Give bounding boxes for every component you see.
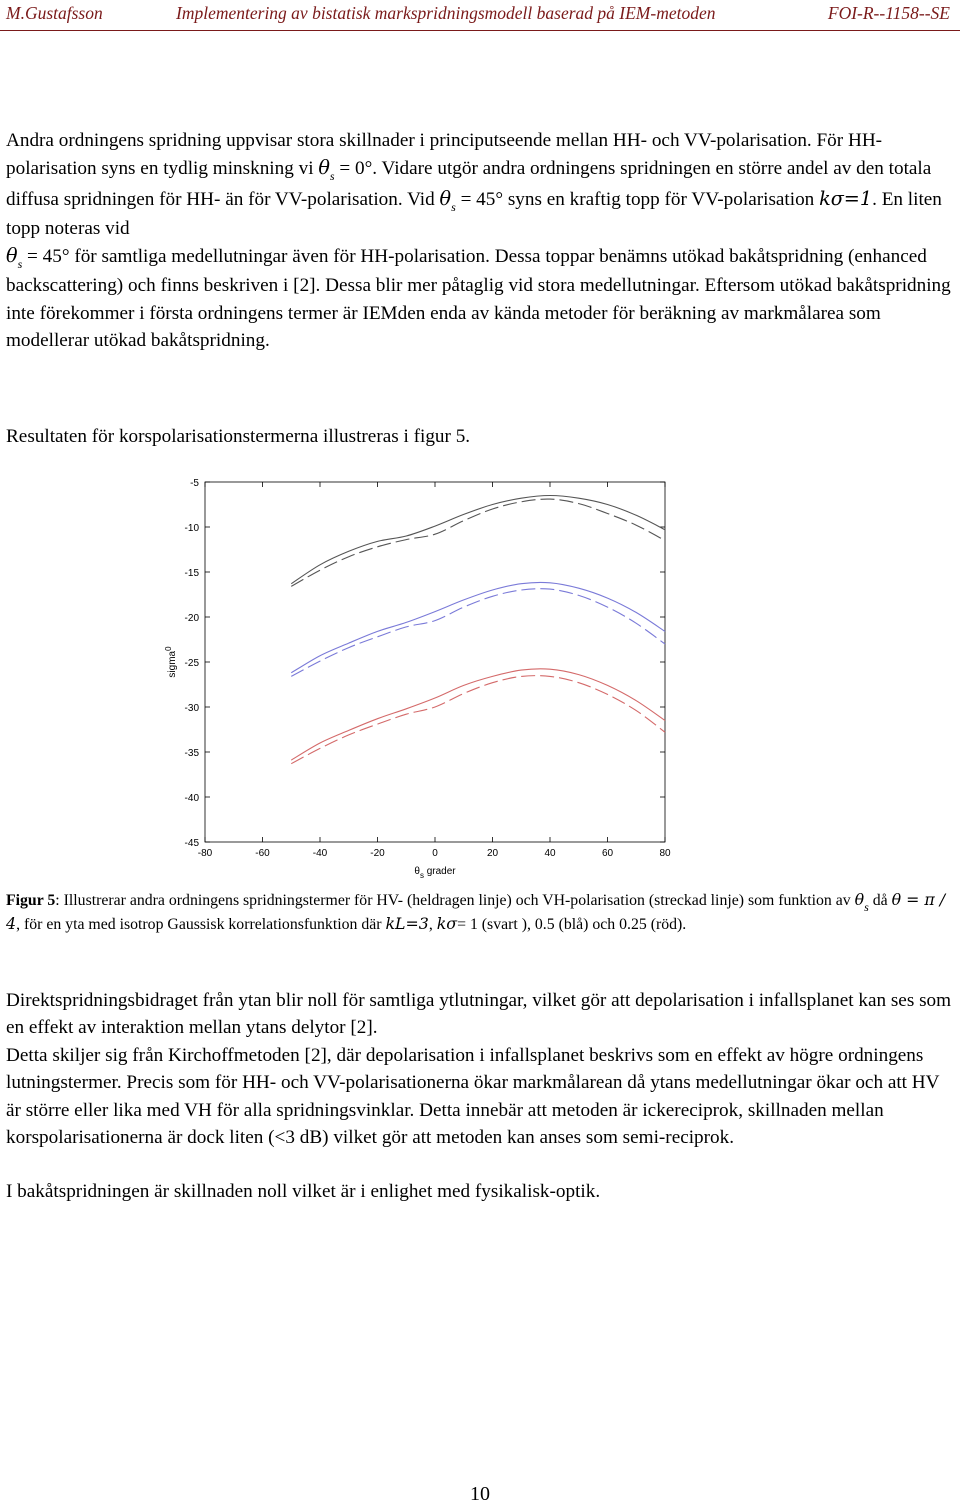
series-line	[291, 496, 665, 584]
caption-label: Figur 5	[6, 892, 56, 909]
x-axis-label: $\theta_s$ grader	[414, 866, 456, 880]
x-tick-label: 80	[659, 848, 671, 859]
caption-theta-symbol: θ	[854, 890, 865, 909]
y-tick-label: -30	[184, 703, 199, 714]
series-line	[291, 499, 665, 586]
series-line	[291, 676, 665, 764]
theta-subscript: s	[329, 169, 335, 184]
paragraph-1	[6, 127, 954, 354]
caption-theta-subscript: s	[864, 900, 869, 914]
x-tick-label: 20	[486, 848, 499, 859]
theta-symbol: θ	[439, 186, 452, 210]
theta-symbol: θ	[318, 156, 330, 180]
series-line	[291, 582, 665, 672]
paragraph-2: Resultaten för korspolarisationstermerna illustreras i figur 5.	[6, 426, 471, 447]
p1-text-d: . En liten topp noteras vid	[6, 188, 942, 239]
caption-text-d: ,	[428, 915, 437, 933]
caption-text-e: = 1 (svart ), 0.5 (blå) och 0.25 (röd).	[457, 915, 687, 933]
page-number: 10	[470, 1483, 490, 1505]
x-tick-label: -80	[197, 848, 213, 859]
y-tick-label: -20	[184, 613, 199, 624]
series-line	[291, 669, 665, 760]
y-tick-label: -35	[184, 748, 199, 759]
header-author: M.Gustafsson	[6, 3, 103, 23]
x-tick-label: 40	[544, 848, 556, 859]
y-tick-label: -10	[184, 523, 199, 534]
header-rule	[0, 30, 960, 31]
header-report-number: FOI-R--1158--SE	[827, 3, 950, 23]
y-tick-label: -25	[184, 658, 199, 669]
caption-text-a: : Illustrerar andra ordningens spridningstermer för HV- (heldragen linje) och VH-polarisation (streckad linje) som funktion av	[55, 892, 855, 909]
x-tick-label: -20	[370, 848, 385, 859]
p1-text-a: Andra ordningens spridning uppvisar stora skillnader i principutseende mellan HH- och VV-polarisation. För HH-polarisation syns en tydlig minskning vi	[6, 130, 883, 180]
equation-theta-zero: = 0°	[334, 158, 373, 180]
caption-ksigma: kσ	[436, 913, 458, 933]
caption-text-c: , för en yta med isotrop Gaussisk korrelationsfunktion där	[16, 915, 386, 933]
caption-kl: kL=3	[385, 913, 429, 933]
y-tick-label: -5	[190, 478, 199, 489]
paragraph-4: Detta skiljer sig från Kirchoffmetoden [2], där depolarisation i infallsplanet beskrivs som en effekt av högre ordningens lutningstermer. Precis som för HH- och VV-polarisationerna ökar markmålarean då ytans medellutningar ökar och att HV är större eller lika med VH för alla spridningsvinklar. Detta innebär att metoden är ickereciprok, skillnaden mellan korspolarisationerna är dock liten (<3 dB) vilket gör att metoden kan anses som semi-reciprok.	[6, 1045, 940, 1148]
y-tick-label: -45	[184, 838, 199, 849]
plot-frame	[205, 482, 665, 842]
y-axis-label: sigma$^0$	[164, 646, 178, 678]
figure-5-chart	[150, 470, 710, 880]
caption-text-b: då	[868, 892, 892, 909]
ksigma-value: kσ=1	[819, 186, 873, 210]
paragraph-3: Direktspridningsbidraget från ytan blir noll för samtliga ytlutningar, vilket gör att depolarisation i infallsplanet kan ses som en effekt av interaktion mellan ytans delytor [2].	[6, 990, 952, 1039]
theta-symbol: θ	[6, 244, 18, 268]
x-tick-label: 0	[432, 848, 438, 859]
x-tick-label: 60	[601, 848, 614, 859]
y-tick-label: -15	[184, 568, 199, 579]
x-tick-label: -40	[312, 848, 328, 859]
caption-theta-equation: θ = π / 4	[6, 890, 946, 933]
paragraph-5: I bakåtspridningen är skillnaden noll vilket är i enlighet med fysikalisk-optik.	[6, 1181, 601, 1202]
x-tick-label: -60	[255, 848, 270, 859]
theta-subscript: s	[451, 199, 456, 214]
series-line	[291, 589, 665, 677]
figure-caption	[6, 889, 954, 936]
p1-text-c: syns en kraftig topp för VV-polarisation	[503, 188, 820, 210]
equation-theta-45: = 45°	[22, 246, 70, 268]
equation-theta-45: = 45°	[455, 188, 504, 210]
p1-text-e: för samtliga medellutningar även för HH-polarisation. Dessa toppar benämns utökad bakåtspridning (enhanced backscattering) och finns beskriven i [2]. Dessa blir mer påtaglig vid stora medellutningar. Eftersom utökad bakåtspridning inte förekommer i första ordningens termer är IEMden enda av kända metoder för beräkning av markmålarea som modellerar utökad bakåtspridning.	[6, 246, 951, 352]
y-tick-label: -40	[184, 793, 199, 804]
page-header	[0, 0, 960, 28]
theta-subscript: s	[17, 257, 23, 272]
header-title: Implementering av bistatisk markspridningsmodell baserad på IEM-metoden	[176, 3, 716, 23]
p1-text-b: . Vidare utgör andra ordningens spridningen en större andel av den totala diffusa spridningen för HH- än för VV-polarisation. Vid	[6, 158, 932, 210]
